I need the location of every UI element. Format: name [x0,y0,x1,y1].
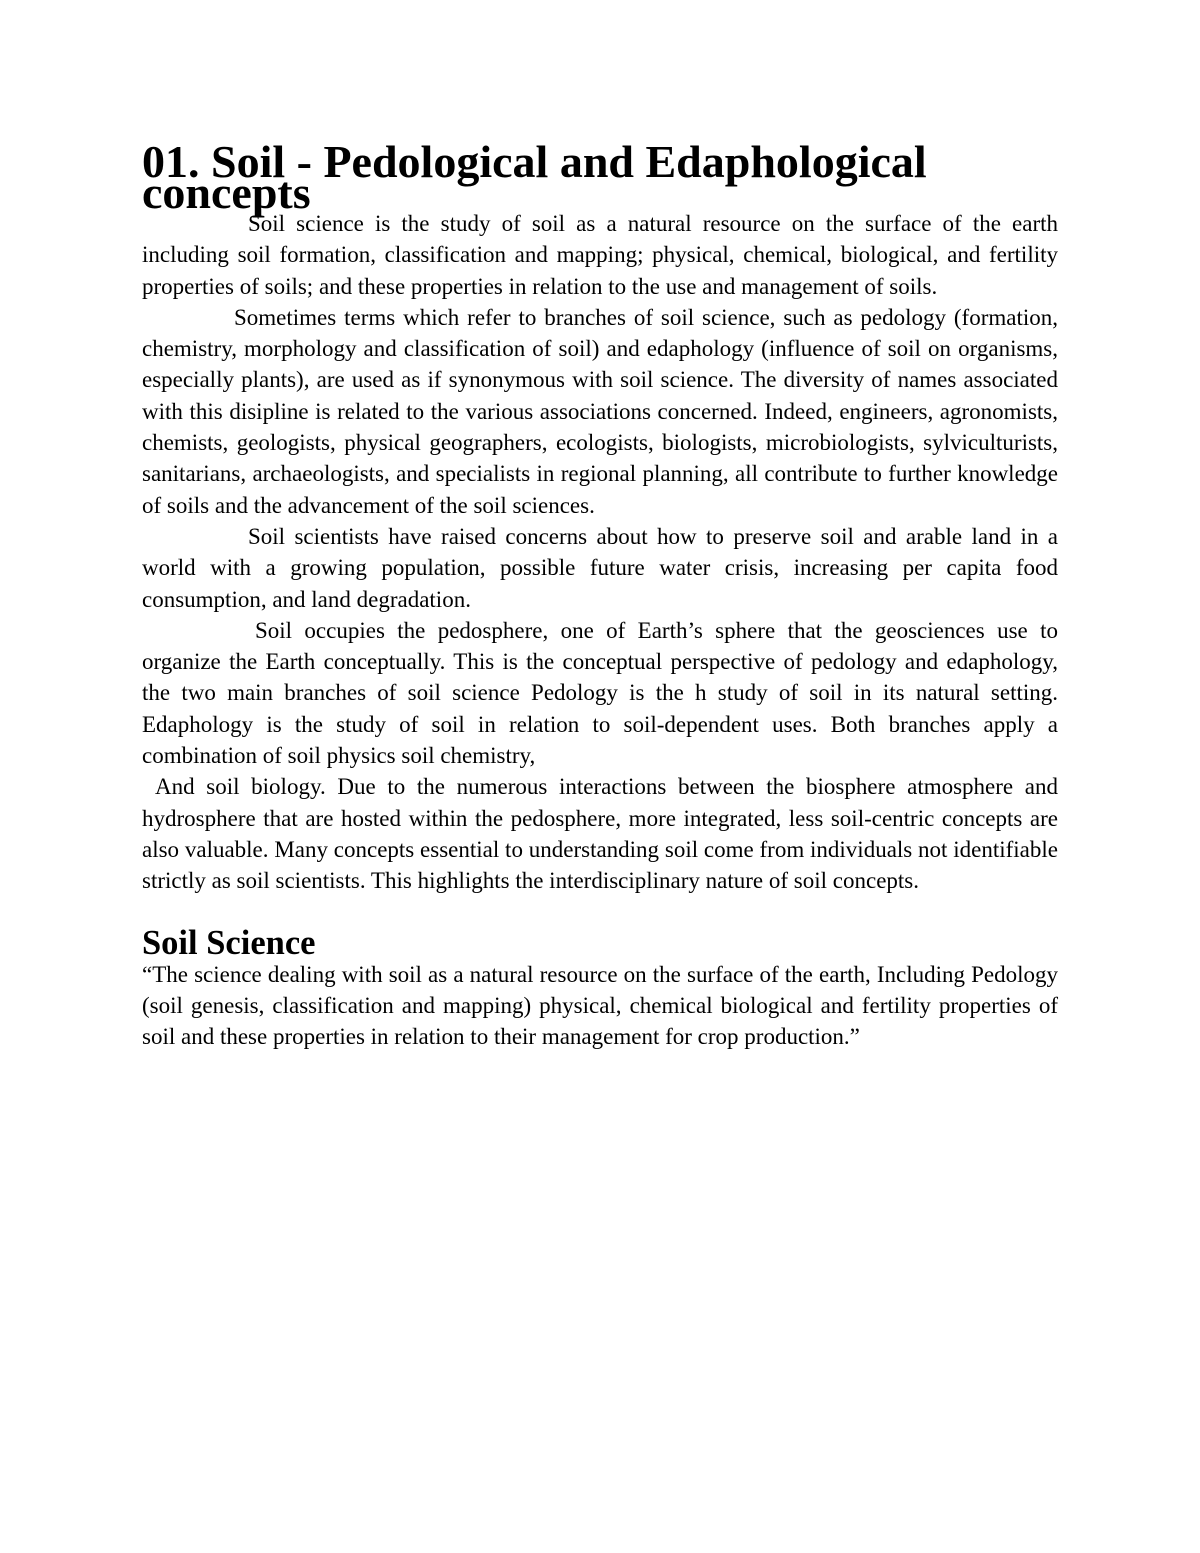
paragraph-soil-concerns: Soil scientists have raised concerns about how to preserve soil and arable land in a world with a growing population, possible future water crisis, increasing per capita food consumption, and land degradation. [142,523,1058,612]
paragraph-branches-of-soil-science: Sometimes terms which refer to branches of soil science, such as pedology (formation, chemistry, morphology and classification of soil) and edaphology (influence of soil on organisms, especially plants), are used as if synonymous with soil science. The diversity of names associated with this disipline is related to the various associations concerned. Indeed, engineers, agronomists, chemists, geologists, physical geographers, ecologists, biologists, microbiologists, sylviculturists, sanitarians, archaeologists, and specialists in regional planning, all contribute to further knowledge of soils and the advancement of the soil sciences. [142,304,1058,518]
section-spacer [142,897,1058,928]
paragraph-pedosphere: Soil occupies the pedosphere, one of Earth’s sphere that the geosciences use to organize the Earth conceptually. This is the conceptual perspective of pedology and edaphology, the two main branches of soil science Pedology is the h study of soil in its natural setting. Edaphology is the study of soil in relation to soil-dependent uses. Both branches apply a combination of soil physics soil chemistry, [142,617,1058,769]
paragraph-soil-science-definition: Soil science is the study of soil as a natural resource on the surface of the earth including soil formation, classification and mapping; physical, chemical, biological, and fertility properties of soils; and these properties in relation to the use and management of soils. [142,211,1058,299]
document-title: 01. Soil - Pedological and Edaphological concepts [142,136,927,218]
section-heading-soil-science: Soil Science [142,923,316,962]
section-quote: “The science dealing with soil as a natural resource on the surface of the earth, Including Pedology (soil genesis, classification and mapping) physical, chemical biological and fertility properties of soil and these properties in relation to their management for crop production.” [142,961,1058,1050]
document-body [142,136,1058,1052]
paragraph-interdisciplinary: And soil biology. Due to the numerous interactions between the biosphere atmosphere and hydrosphere that are hosted within the pedosphere, more integrated, less soil-centric concepts are also valuable. Many concepts essential to understanding soil come from individuals not identifiable strictly as soil scientists. This highlights the interdisciplinary nature of soil concepts. [142,774,1058,894]
